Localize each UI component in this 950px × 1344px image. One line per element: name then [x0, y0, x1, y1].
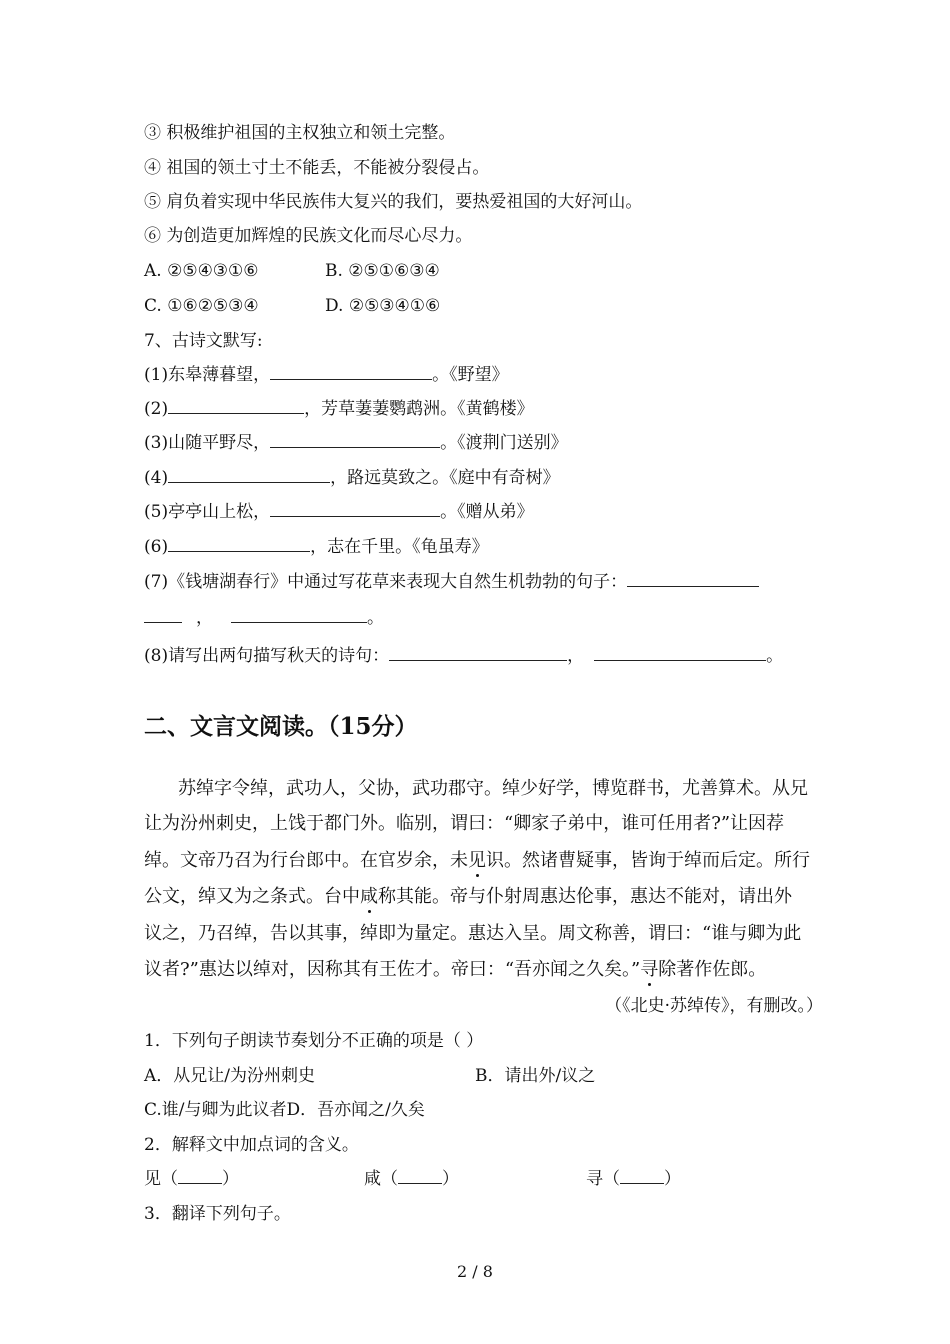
page-number: 2 / 8 [457, 1262, 493, 1281]
word-label: 咸（ [364, 1169, 398, 1189]
answer-blank[interactable] [270, 432, 440, 448]
q7-line-7-suffix: 。 [367, 608, 384, 628]
answer-blank[interactable] [594, 645, 766, 661]
passage-text: 绰。文帝乃召为行台郎中。在官岁余，未 [144, 850, 468, 871]
answer-blank[interactable] [270, 364, 432, 380]
q7-line-6 [144, 536, 489, 558]
answer-blank[interactable] [178, 1168, 222, 1184]
passage-text: 除著作佐郎。 [658, 959, 767, 980]
paren-close: ） [442, 1169, 459, 1189]
question-1-option-a: A．从兄让/为汾州刺史 [144, 1066, 316, 1086]
passage-line-5: 议之，乃召绰，告以其事，绰即为量定。惠达入呈。周文称善，谓曰：“谁与卿为此 [144, 923, 802, 944]
q7-line-7 [144, 571, 759, 593]
passage-line-6 [144, 958, 766, 982]
q7-line-3 [144, 432, 568, 454]
answer-blank[interactable] [168, 398, 304, 414]
q7-line-4 [144, 467, 560, 489]
answer-blank[interactable] [144, 607, 182, 623]
dotted-word-xun: 寻 [640, 959, 659, 980]
q7-line-2-suffix: ，芳草萋萋鹦鹉洲。《黄鹤楼》 [304, 399, 534, 419]
passage-source: （《北史·苏绰传》，有删改。） [605, 996, 823, 1016]
q7-line-3-prefix: (3)山随平野尽， [144, 433, 271, 453]
word-label: 见（ [144, 1169, 178, 1189]
q7-line-7-prefix: (7)《钱塘湖春行》中通过写花草来表现大自然生机勃勃的句子： [144, 572, 628, 592]
q7-line-1-prefix: (1)东皋薄暮望， [144, 365, 271, 385]
q6-option-a: A. ②⑤④③①⑥ [144, 261, 259, 281]
q6-item-3: ③ 积极维护祖国的主权独立和领土完整。 [144, 123, 456, 143]
q7-line-8 [144, 645, 783, 667]
question-1: 1．下列句子朗读节奏划分不正确的项是（ ） [144, 1031, 484, 1051]
q7-line-2 [144, 398, 534, 420]
word-xun [586, 1168, 681, 1190]
q7-line-5-prefix: (5)亭亭山上松， [144, 502, 271, 522]
answer-blank[interactable] [627, 571, 759, 587]
q6-option-c: C. ①⑥②⑤③④ [144, 296, 259, 316]
q7-line-3-suffix: 。《渡荆门送别》 [440, 433, 568, 453]
passage-line-4 [144, 885, 792, 909]
q7-line-8-prefix: (8)请写出两句描写秋天的诗句： [144, 646, 390, 666]
q6-option-d: D. ②⑤③④①⑥ [325, 296, 441, 316]
q7-line-5 [144, 501, 534, 523]
question-2: 2．解释文中加点词的含义。 [144, 1135, 359, 1155]
q7-line-5-suffix: 。《赠从弟》 [440, 502, 534, 522]
q7-line-7-cont [144, 607, 384, 629]
answer-blank[interactable] [620, 1168, 664, 1184]
q7-line-1-suffix: 。《野望》 [432, 365, 509, 385]
answer-blank[interactable] [168, 536, 310, 552]
passage-line-2: 让为汾州刺史，上饯于都门外。临别，谓曰：“卿家子弟中，谁可任用者?”让因荐 [144, 813, 785, 834]
paren-close: ） [222, 1169, 239, 1189]
q7-title: 7、古诗文默写: [144, 331, 263, 351]
answer-blank[interactable] [270, 501, 440, 517]
question-1-option-cd: C.谁/与卿为此议者D．吾亦闻之/久矣 [144, 1100, 425, 1120]
question-3: 3．翻译下列句子。 [144, 1204, 291, 1224]
q6-item-6: ⑥ 为创造更加辉煌的民族文化而尽心尽力。 [144, 226, 473, 246]
q7-line-8-comma: ， [567, 646, 585, 666]
paren-close: ） [664, 1169, 681, 1189]
passage-text: 称其能。帝与仆射周惠达伦事，惠达不能对，请出外 [378, 886, 792, 907]
q6-option-b: B. ②⑤①⑥③④ [325, 261, 440, 281]
word-xian [364, 1168, 459, 1190]
word-jian [144, 1168, 239, 1190]
passage-text: 识。然诸曹疑事，皆询于绰而后定。所行 [486, 850, 810, 871]
question-1-option-b: B．请出外/议之 [475, 1066, 596, 1086]
passage-line-3 [144, 849, 810, 873]
q7-line-4-suffix: ，路远莫致之。《庭中有奇树》 [330, 468, 560, 488]
passage-line-1: 苏绰字令绰，武功人，父协，武功郡守。绰少好学，博览群书，尤善算术。从兄 [178, 778, 808, 799]
q7-line-6-suffix: ，志在千里。《龟虽寿》 [310, 537, 489, 557]
answer-blank[interactable] [389, 645, 567, 661]
passage-text: 议者?”惠达以绰对，因称其有王佐才。帝曰：“吾亦闻之久矣。” [144, 959, 641, 980]
dotted-word-jian: 见 [468, 850, 486, 871]
answer-blank[interactable] [398, 1168, 442, 1184]
dotted-word-xian: 咸 [360, 886, 378, 907]
passage-text: 公文，绰又为之条式。台中 [144, 886, 360, 907]
word-label: 寻（ [586, 1169, 620, 1189]
q7-line-1 [144, 364, 509, 386]
q7-line-6-prefix: (6) [144, 537, 169, 557]
answer-blank[interactable] [231, 607, 367, 623]
q7-line-7-comma: ， [196, 608, 213, 628]
q6-item-4: ④ 祖国的领土寸土不能丢，不能被分裂侵占。 [144, 158, 490, 178]
answer-blank[interactable] [168, 467, 330, 483]
section-2-heading: 二、文言文阅读。（15分） [144, 713, 418, 740]
q7-line-2-prefix: (2) [144, 399, 169, 419]
q6-item-5: ⑤ 肩负着实现中华民族伟大复兴的我们，要热爱祖国的大好河山。 [144, 192, 643, 212]
q7-line-8-suffix: 。 [766, 646, 784, 666]
q7-line-4-prefix: (4) [144, 468, 169, 488]
